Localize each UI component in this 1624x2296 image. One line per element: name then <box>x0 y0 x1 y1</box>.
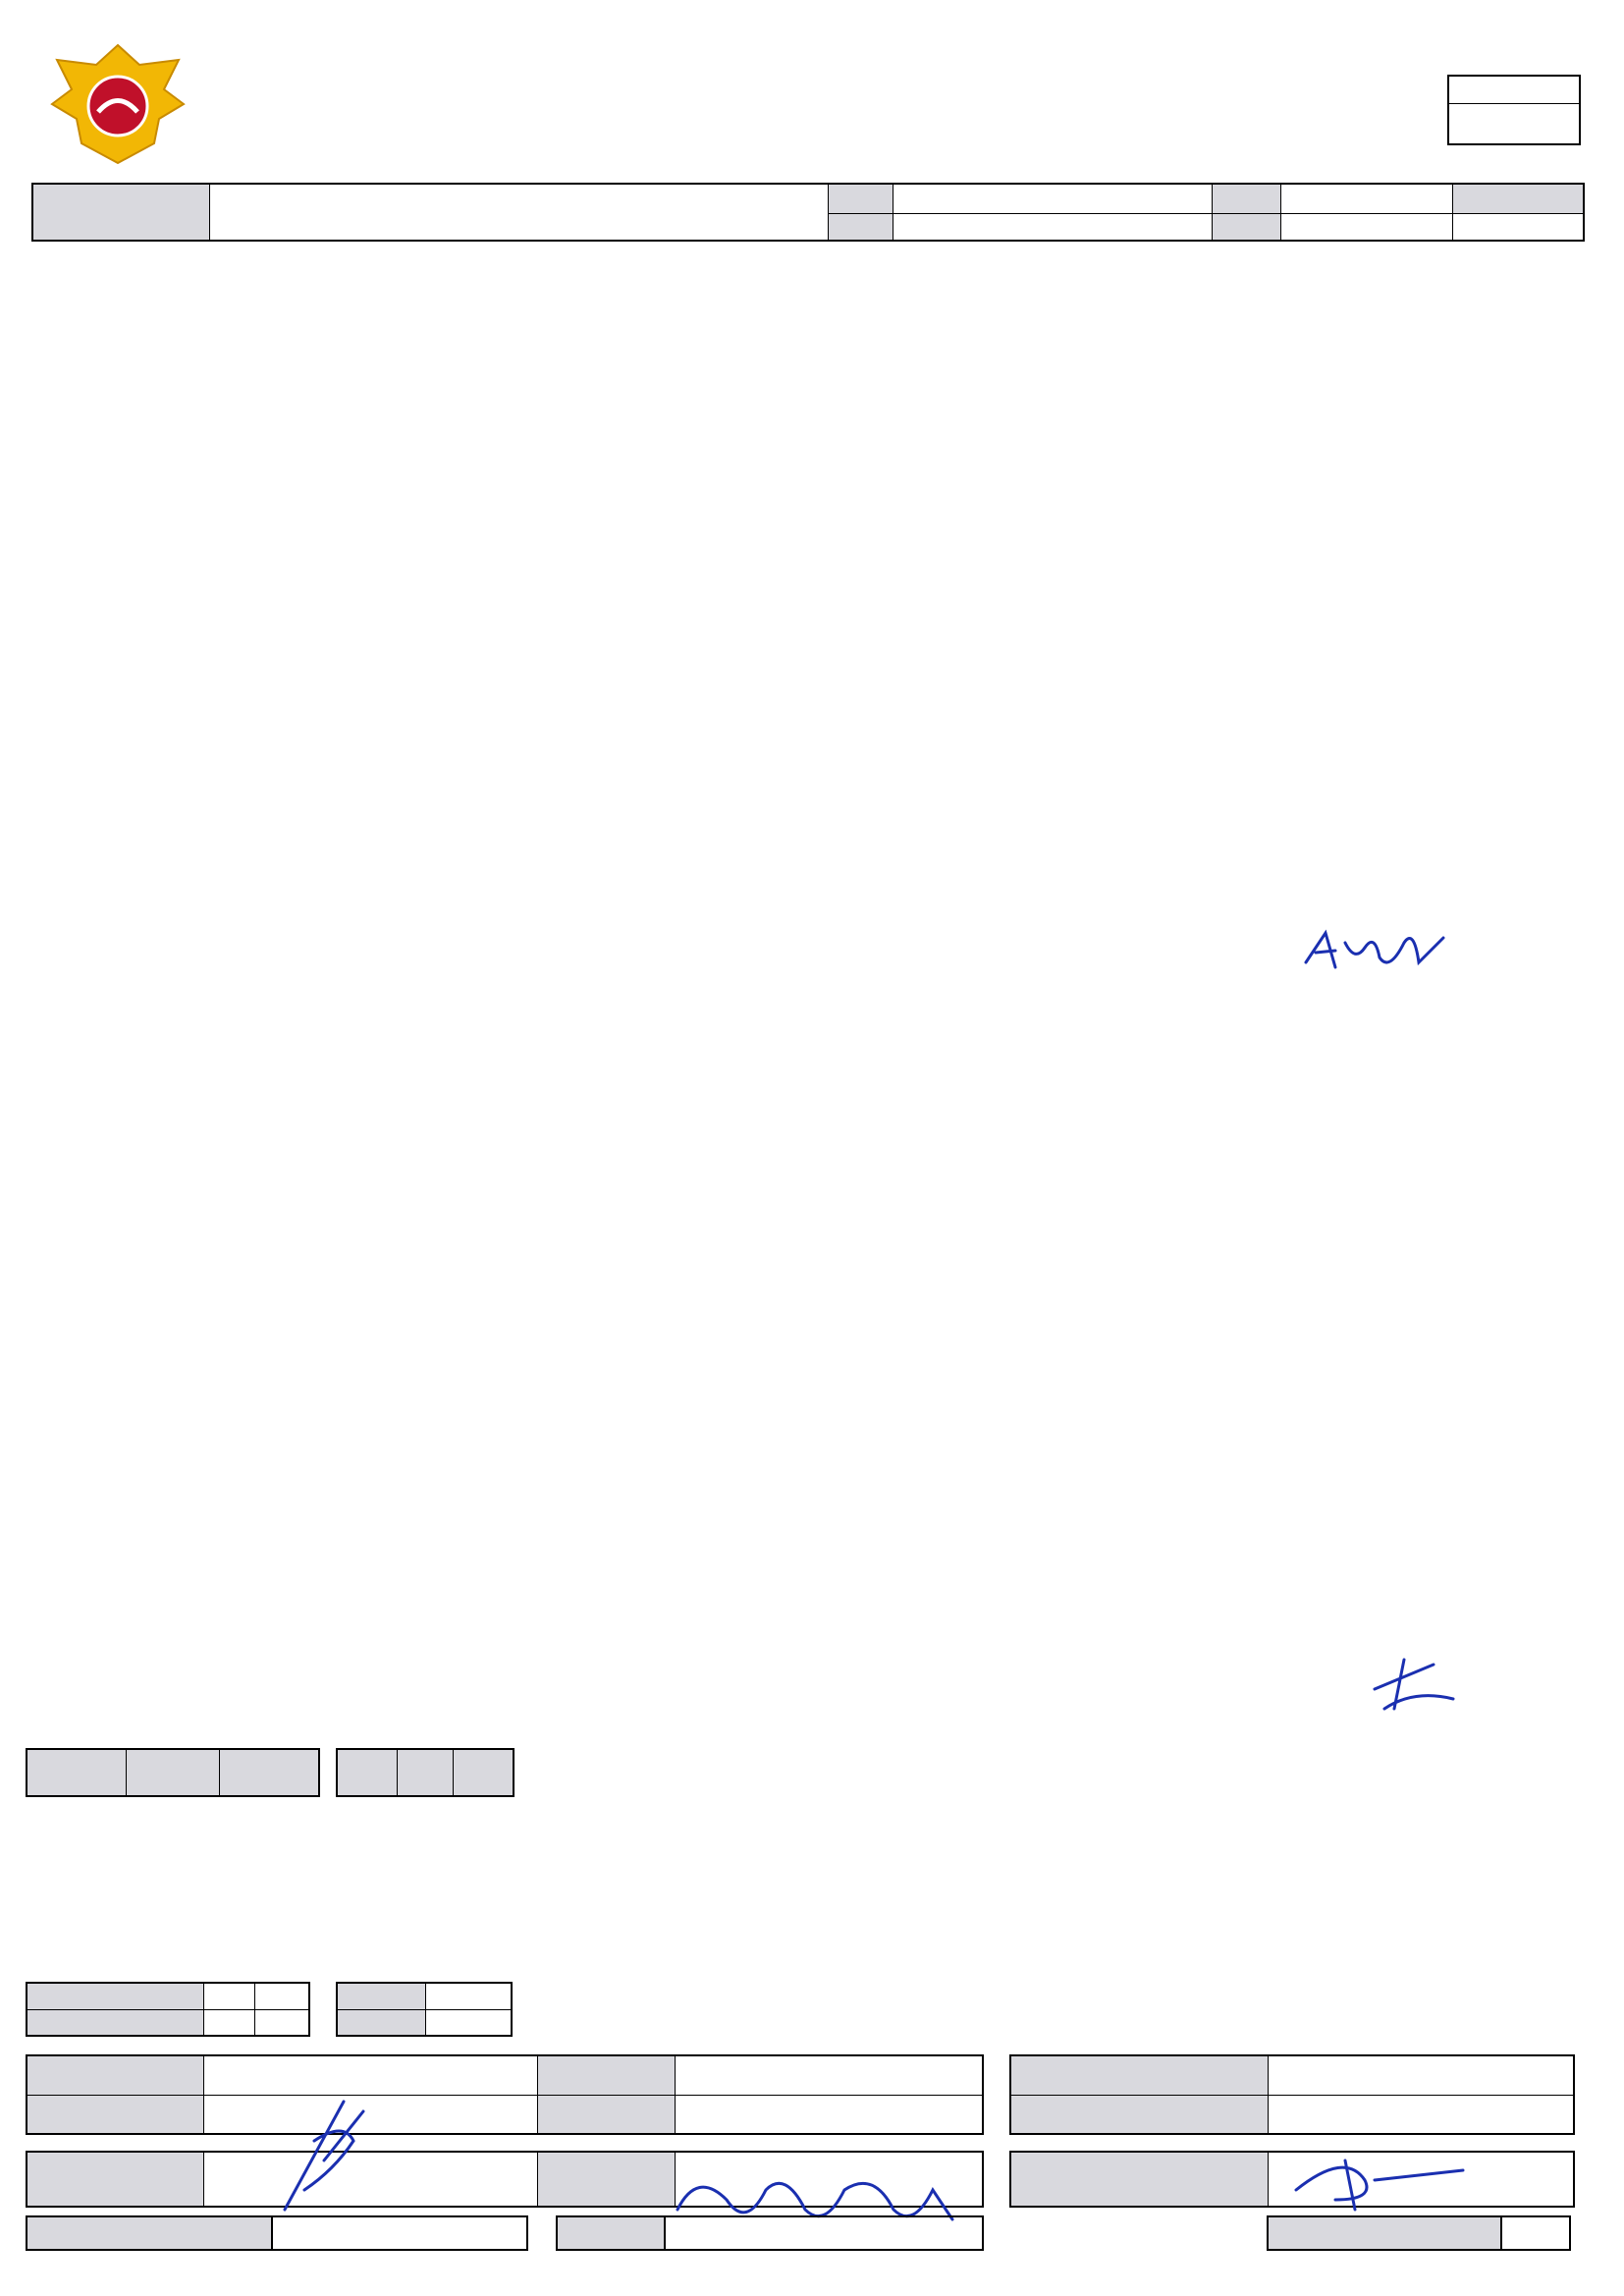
secretary-name <box>1268 2095 1574 2134</box>
secretary-signature <box>1276 2141 1473 2219</box>
spectators-label <box>1452 184 1584 213</box>
referees-table <box>26 2054 984 2135</box>
end-hh <box>203 2009 255 2036</box>
end-mm <box>255 2009 309 2036</box>
gk-a-head <box>397 1749 454 1796</box>
goals-head <box>126 1749 220 1796</box>
inspector-table <box>1009 2054 1575 2135</box>
start-hh <box>203 1983 255 2009</box>
competition-label <box>32 184 209 241</box>
competition-name <box>209 184 828 241</box>
start-mm <box>255 1983 309 2009</box>
shootout-table <box>536 1748 982 1795</box>
match-time-table <box>26 1982 310 2037</box>
line-ref-1 <box>675 2055 983 2095</box>
match-number-box <box>1447 75 1581 145</box>
line-ref-2 <box>675 2095 983 2134</box>
remarks-value <box>1501 2216 1570 2250</box>
period-head <box>27 1749 126 1796</box>
arena-label <box>828 213 893 241</box>
date-value <box>1280 184 1452 213</box>
timeout-a-label <box>337 1983 425 2009</box>
timeout-a-value <box>425 1983 512 2009</box>
inspector-name <box>1268 2055 1574 2095</box>
main-ref-label <box>27 2055 203 2095</box>
periods-table <box>26 1748 320 1797</box>
inspector-label <box>1010 2055 1268 2095</box>
fhr-logo <box>37 35 199 173</box>
chief-ref-table <box>26 2215 984 2251</box>
remarks-label <box>1268 2216 1501 2250</box>
time-value <box>1280 213 1452 241</box>
team-a-signature <box>1296 923 1453 982</box>
secretary-sig-label <box>1010 2152 1268 2207</box>
line-ref-label <box>537 2055 675 2095</box>
match-number-label <box>1449 77 1579 104</box>
line-ref-label-2 <box>537 2095 675 2134</box>
chief-ref-name <box>272 2216 527 2250</box>
team-b-signature <box>1355 1650 1473 1719</box>
timeout-table <box>336 1982 513 2037</box>
chief-ref-label <box>27 2216 272 2250</box>
gk-table <box>336 1748 514 1797</box>
gk-b-head <box>454 1749 514 1796</box>
main-ref-label-2 <box>27 2095 203 2134</box>
start-label <box>27 1983 203 2009</box>
end-label <box>27 2009 203 2036</box>
date-label <box>1212 184 1280 213</box>
main-sig-label <box>27 2152 203 2207</box>
secretary-label <box>1010 2095 1268 2134</box>
timeout-b-value <box>425 2009 512 2036</box>
city-label <box>828 184 893 213</box>
match-info-table <box>31 183 1585 242</box>
timeout-b-label <box>337 2009 425 2036</box>
pim-head <box>220 1749 319 1796</box>
chief-sign-box <box>665 2216 983 2250</box>
arena-value <box>893 213 1212 241</box>
gk-time-head <box>337 1749 397 1796</box>
chief-sign-label <box>557 2216 665 2250</box>
main-sig-label-2 <box>537 2152 675 2207</box>
city-value <box>893 184 1212 213</box>
spectators-value <box>1452 213 1584 241</box>
time-label <box>1212 213 1280 241</box>
main-ref-signature <box>255 2082 393 2219</box>
remarks-table <box>1267 2215 1571 2251</box>
